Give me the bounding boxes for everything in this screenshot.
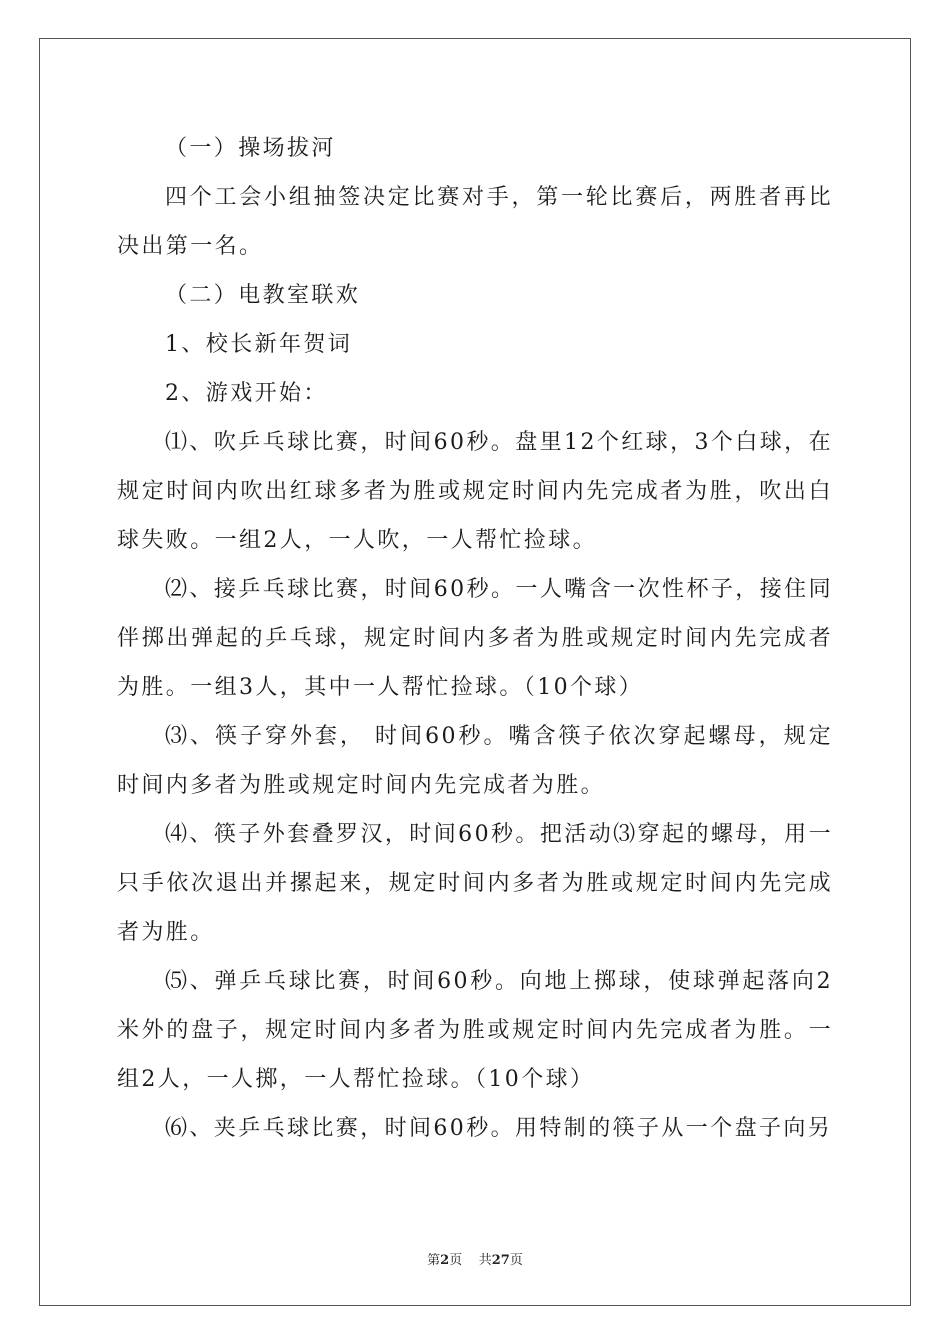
paragraph-tug-of-war-rules: 四个工会小组抽签决定比赛对手，第一轮比赛后，两胜者再比决出第一名。	[117, 185, 833, 259]
game-item-6: ⑹、夹乒乓球比赛，时间60秒。用特制的筷子从一个盘子向另	[165, 1116, 833, 1141]
game-item-2: ⑵、接乒乓球比赛，时间60秒。一人嘴含一次性杯子，接住同伴掷出弹起的乒乓球，规定时间内多者为胜或规定时间内先完成者为胜。一组3人，其中一人帮忙捡球。（10个球）	[117, 577, 833, 700]
game-item-5: ⑸、弹乒乓球比赛，时间60秒。向地上掷球，使球弹起落向2米外的盘子，规定时间内多者为胜或规定时间内先完成者为胜。一组2人，一人掷，一人帮忙捡球。（10个球）	[117, 969, 833, 1092]
game-item-3: ⑶、筷子穿外套， 时间60秒。嘴含筷子依次穿起螺母，规定时间内多者为胜或规定时间内先完成者为胜。	[117, 724, 833, 798]
game-item-4: ⑷、筷子外套叠罗汉，时间60秒。把活动⑶穿起的螺母，用一只手依次退出并摞起来，规定时间内多者为胜或规定时间内先完成者为胜。	[117, 822, 833, 945]
current-page-number: 2	[440, 1253, 450, 1268]
page-prefix: 第	[427, 1253, 441, 1268]
section-heading-tug-of-war: （一）操场拔河	[165, 136, 336, 161]
page-suffix: 页	[449, 1253, 463, 1268]
total-page-count: 27	[491, 1253, 510, 1268]
game-item-1: ⑴、吹乒乓球比赛，时间60秒。盘里12个红球，3个白球，在规定时间内吹出红球多者为胜或规定时间内先完成者为胜，吹出白球失败。一组2人，一人吹，一人帮忙捡球。	[117, 430, 833, 553]
list-item-principal-speech: 1、校长新年贺词	[165, 332, 353, 357]
section-heading-party: （二）电教室联欢	[165, 283, 361, 308]
total-prefix: 共	[478, 1253, 492, 1268]
page-footer	[0, 1249, 950, 1268]
total-suffix: 页	[509, 1253, 523, 1268]
list-item-games-start: 2、游戏开始：	[165, 381, 328, 406]
document-body	[117, 124, 833, 1153]
